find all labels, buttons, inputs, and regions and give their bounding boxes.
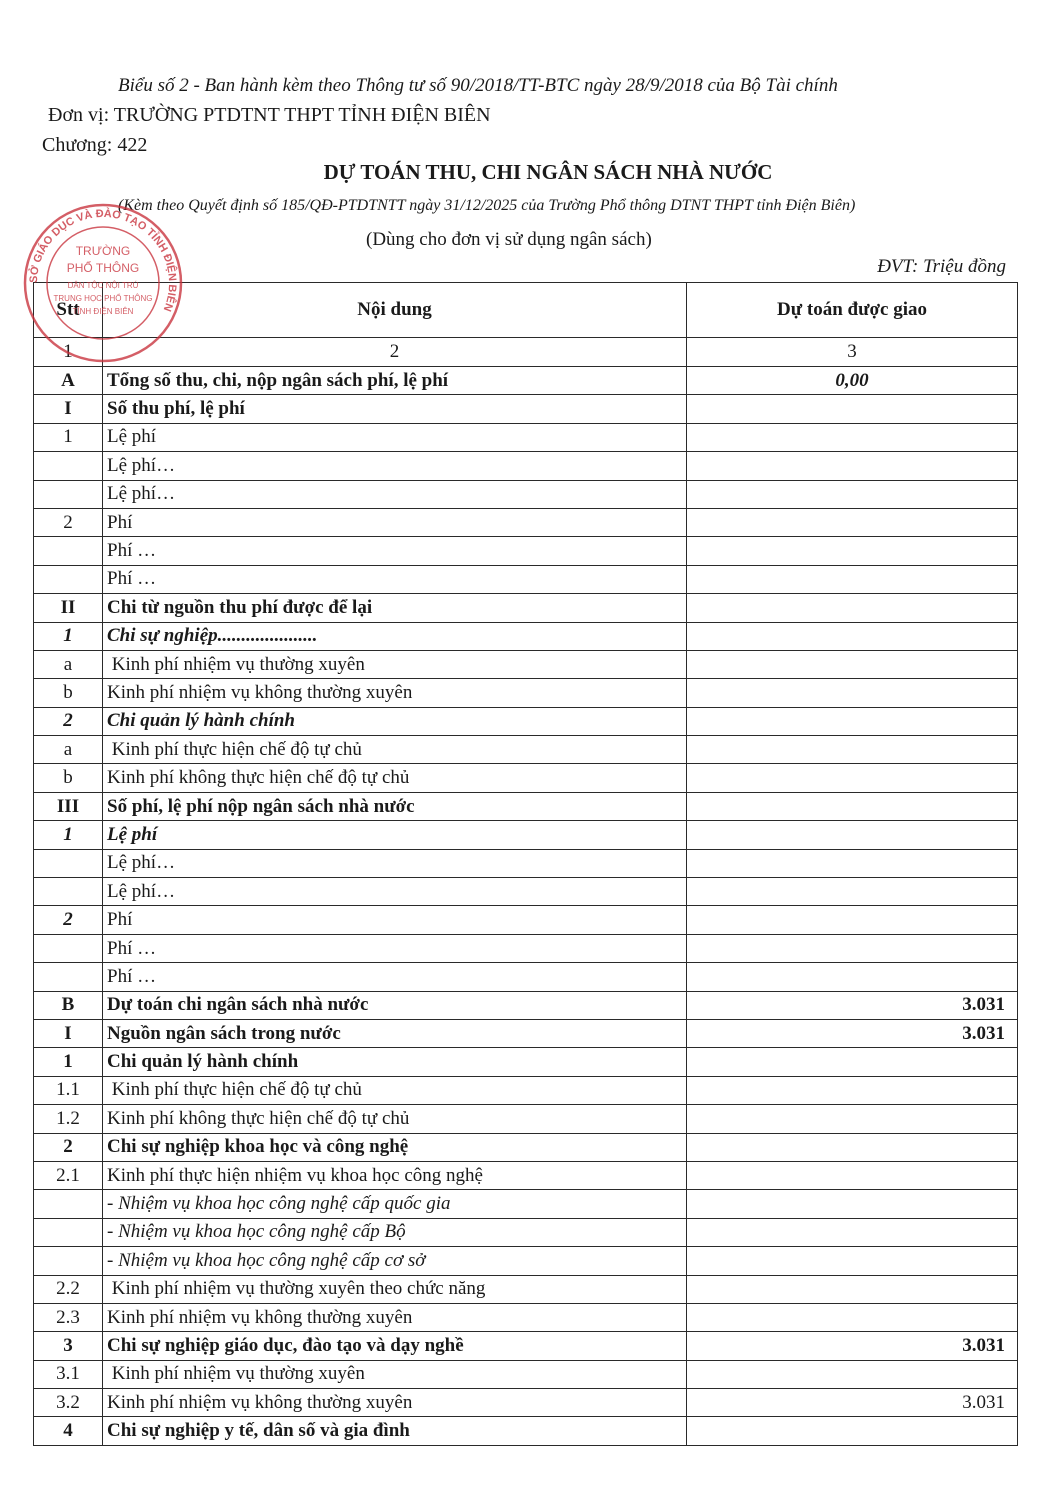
row-stt [34,878,103,906]
row-content: Kinh phí thực hiện chế độ tự chủ [103,1076,687,1104]
table-row [34,1019,1018,1047]
stamp-line: TỈNH ĐIỆN BIÊN [72,307,134,316]
row-stt: 2 [34,707,103,735]
row-stt: 3.1 [34,1360,103,1388]
row-stt: b [34,679,103,707]
row-value [687,878,1018,906]
row-stt [34,934,103,962]
stamp-ring-text: SỞ GIÁO DỤC VÀ ĐÀO TẠO TỈNH ĐIỆN BIÊN [27,207,179,313]
row-content: Kinh phí thực hiện nhiệm vụ khoa học công nghệ [103,1161,687,1189]
row-value [687,707,1018,735]
table-row [34,1105,1018,1133]
unit-name: Đơn vị: TRƯỜNG PTDTNT THPT TỈNH ĐIỆN BIÊN [48,104,491,126]
row-value [687,1076,1018,1104]
row-stt: I [34,1019,103,1047]
row-stt: 4 [34,1417,103,1445]
row-content: Dự toán chi ngân sách nhà nước [103,991,687,1019]
row-stt: 2.3 [34,1303,103,1331]
row-value: 3.031 [687,991,1018,1019]
legal-basis-line: Biểu số 2 - Ban hành kèm theo Thông tư số 90/2018/TT-BTC ngày 28/9/2018 của Bộ Tài chính [118,75,838,96]
table-row [34,934,1018,962]
row-content: Kinh phí nhiệm vụ thường xuyên [103,1360,687,1388]
row-content: Lệ phí [103,821,687,849]
table-row [34,1161,1018,1189]
row-content: Kinh phí nhiệm vụ thường xuyên [103,650,687,678]
row-value [687,1190,1018,1218]
index-cell: 1 [34,338,103,367]
row-stt [34,537,103,565]
row-stt: a [34,736,103,764]
table-row [34,537,1018,565]
row-stt [34,480,103,508]
row-value [687,1275,1018,1303]
row-value [687,764,1018,792]
table-row [34,452,1018,480]
stamp-line: PHỔ THÔNG [66,261,140,275]
table-row [34,792,1018,820]
row-content: Phí [103,508,687,536]
table-row [34,423,1018,451]
stamp-line: TRƯỜNG [75,244,131,258]
row-value [687,1218,1018,1246]
row-value [687,906,1018,934]
row-value [687,1247,1018,1275]
row-content: Chi quản lý hành chính [103,707,687,735]
row-value [687,650,1018,678]
row-value [687,1133,1018,1161]
table-row [34,480,1018,508]
row-stt: 3 [34,1332,103,1360]
row-value [687,1048,1018,1076]
row-content: - Nhiệm vụ khoa học công nghệ cấp cơ sở [103,1247,687,1275]
row-content: Chi quản lý hành chính [103,1048,687,1076]
row-value [687,480,1018,508]
row-stt: 1 [34,821,103,849]
row-stt: 1 [34,1048,103,1076]
decision-reference: (Kèm theo Quyết định số 185/QĐ-PTDTNTT ngày 31/12/2025 của Trường Phổ thông DTNT THPT tỉnh Điện Biên) [118,197,856,214]
row-stt: 2 [34,508,103,536]
row-content: Chi từ nguồn thu phí được để lại [103,594,687,622]
school-seal-stamp [20,200,186,366]
row-value [687,1417,1018,1445]
row-content: Chi sự nghiệp giáo dục, đào tạo và dạy nghề [103,1332,687,1360]
table-row [34,1389,1018,1417]
row-content: Số thu phí, lệ phí [103,395,687,423]
budget-table [33,282,1018,1446]
table-row [34,508,1018,536]
table-row [34,679,1018,707]
row-content: Chi sự nghiệp..................... [103,622,687,650]
row-stt: 2.1 [34,1161,103,1189]
row-stt: 3.2 [34,1389,103,1417]
header-value: Dự toán được giao [687,283,1018,338]
row-stt [34,565,103,593]
row-content: Phí … [103,963,687,991]
table-row [34,1218,1018,1246]
row-content: Tổng số thu, chi, nộp ngân sách phí, lệ phí [103,367,687,395]
row-value [687,537,1018,565]
row-content: Lệ phí… [103,878,687,906]
row-value: 3.031 [687,1389,1018,1417]
row-stt: B [34,991,103,1019]
row-stt: 2 [34,906,103,934]
row-content: Nguồn ngân sách trong nước [103,1019,687,1047]
row-stt: I [34,395,103,423]
table-body [34,367,1018,1446]
table-row [34,395,1018,423]
page-title: DỰ TOÁN THU, CHI NGÂN SÁCH NHÀ NƯỚC [323,160,773,184]
row-value [687,1303,1018,1331]
row-value [687,963,1018,991]
row-content: Kinh phí nhiệm vụ không thường xuyên [103,1389,687,1417]
row-value [687,1105,1018,1133]
stamp-line: TRUNG HỌC PHỔ THÔNG [53,294,153,303]
table-row [34,1133,1018,1161]
row-stt: 2 [34,1133,103,1161]
row-value: 0,00 [687,367,1018,395]
table-row [34,1190,1018,1218]
row-content: Chi sự nghiệp y tế, dân số và gia đình [103,1417,687,1445]
row-stt: III [34,792,103,820]
table-row [34,650,1018,678]
row-content: Kinh phí không thực hiện chế độ tự chủ [103,1105,687,1133]
row-content: Kinh phí thực hiện chế độ tự chủ [103,736,687,764]
row-value: 3.031 [687,1332,1018,1360]
table-row [34,849,1018,877]
row-stt: II [34,594,103,622]
table-row [34,707,1018,735]
row-value [687,679,1018,707]
row-stt: A [34,367,103,395]
unit-of-measure: ĐVT: Triệu đồng [877,256,1006,277]
row-content: Phí … [103,934,687,962]
row-content: Phí [103,906,687,934]
row-value [687,423,1018,451]
row-value [687,1360,1018,1388]
row-content: Lệ phí… [103,452,687,480]
row-value [687,622,1018,650]
row-value: 3.031 [687,1019,1018,1047]
table-row [34,367,1018,395]
table-row [34,878,1018,906]
row-content: Kinh phí không thực hiện chế độ tự chủ [103,764,687,792]
row-value [687,821,1018,849]
row-value [687,395,1018,423]
row-stt: 1 [34,622,103,650]
table-row [34,821,1018,849]
table-row [34,1247,1018,1275]
index-cell: 3 [687,338,1018,367]
table-row [34,622,1018,650]
row-value [687,736,1018,764]
table-row [34,594,1018,622]
row-value [687,594,1018,622]
table-row [34,1275,1018,1303]
row-stt [34,1218,103,1246]
row-stt [34,1190,103,1218]
table-row [34,764,1018,792]
chapter-code: Chương: 422 [42,134,148,156]
row-stt [34,849,103,877]
row-content: Lệ phí [103,423,687,451]
row-stt: 1 [34,423,103,451]
row-stt: a [34,650,103,678]
table-row [34,565,1018,593]
row-content: Phí … [103,537,687,565]
table-row [34,963,1018,991]
row-stt [34,452,103,480]
row-stt [34,963,103,991]
table-row [34,1417,1018,1445]
row-content: Số phí, lệ phí nộp ngân sách nhà nước [103,792,687,820]
row-content: Kinh phí nhiệm vụ không thường xuyên [103,1303,687,1331]
table-row [34,736,1018,764]
row-stt: 2.2 [34,1275,103,1303]
row-stt [34,1247,103,1275]
row-value [687,849,1018,877]
header-content: Nội dung [103,283,687,338]
row-value [687,1161,1018,1189]
row-content: Lệ phí… [103,849,687,877]
row-content: - Nhiệm vụ khoa học công nghệ cấp quốc gia [103,1190,687,1218]
table-row [34,1332,1018,1360]
row-value [687,508,1018,536]
table-row [34,1076,1018,1104]
table-row [34,991,1018,1019]
row-content: Kinh phí nhiệm vụ thường xuyên theo chức năng [103,1275,687,1303]
table-row [34,1048,1018,1076]
row-value [687,792,1018,820]
row-content: Lệ phí… [103,480,687,508]
budget-table-container [33,282,1017,1446]
stamp-line: DÂN TỘC NỘI TRÚ [67,281,139,290]
row-content: Phí … [103,565,687,593]
index-cell: 2 [103,338,687,367]
header-stt: Stt [34,283,103,338]
row-stt: b [34,764,103,792]
row-value [687,934,1018,962]
row-stt: 1.1 [34,1076,103,1104]
table-row [34,906,1018,934]
row-content: Kinh phí nhiệm vụ không thường xuyên [103,679,687,707]
usage-note: (Dùng cho đơn vị sử dụng ngân sách) [366,229,652,250]
row-value [687,565,1018,593]
row-stt: 1.2 [34,1105,103,1133]
table-row [34,1360,1018,1388]
row-content: - Nhiệm vụ khoa học công nghệ cấp Bộ [103,1218,687,1246]
table-row [34,1303,1018,1331]
row-value [687,452,1018,480]
row-content: Chi sự nghiệp khoa học và công nghệ [103,1133,687,1161]
